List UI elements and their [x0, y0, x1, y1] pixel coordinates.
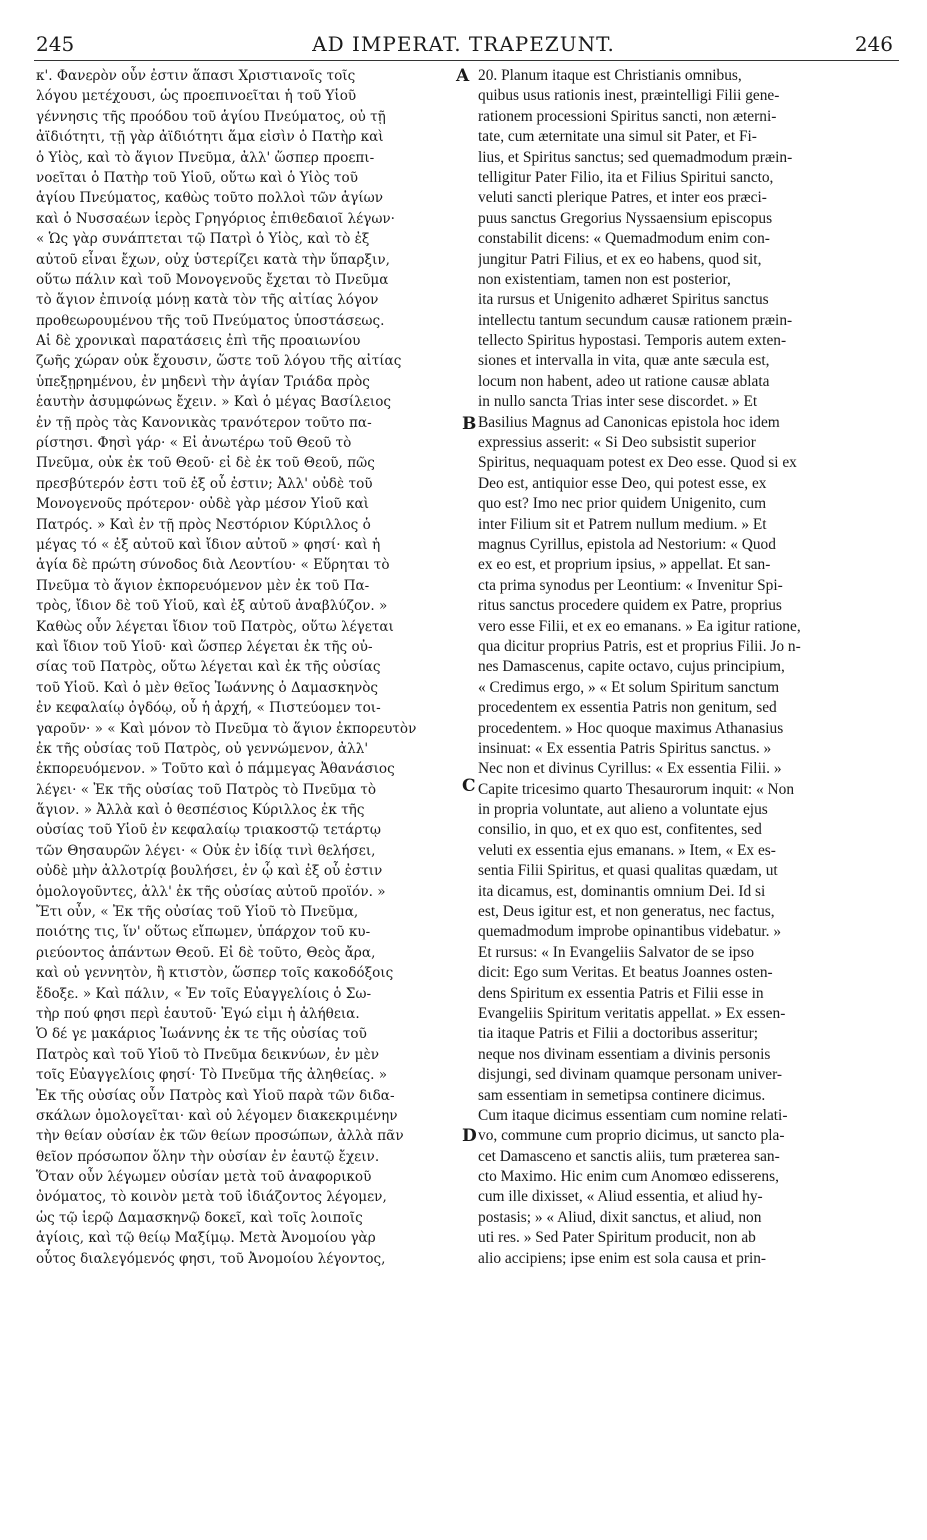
latin-text-line: inter Filium sit et Patrem nullum medium. » Et [478, 515, 767, 533]
greek-text-line: ἐκ τῆς οὐσίας τοῦ Πατρὸς, οὐ γεννώμενον, ἀλλ' [36, 740, 369, 757]
latin-text-line: ita dicamus, est, dominantis omnium Dei. Id si [478, 882, 766, 900]
latin-text-line: tia itaque Patris et Filii a doctoribus asseritur; [478, 1025, 758, 1043]
greek-text-line: τῶν Θησαυρῶν λέγει· « Οὐκ ἐν ἰδίᾳ τινὶ θελήσει, [36, 842, 376, 859]
greek-text-line: ἀϊδιότητι, τῇ γὰρ ἀϊδιότητι ἅμα εἰσὶν ὁ Πατὴρ καὶ [36, 129, 384, 146]
greek-text-line: αὐτοῦ εἶναι ἔχων, οὐχ ὑστερίζει κατὰ τὴν ὕπαρξιν, [36, 251, 390, 268]
greek-text-line: τρὸς, ἴδιον δὲ τοῦ Υἱοῦ, καὶ ἐξ αὐτοῦ ἀναβλύζον. » [36, 598, 388, 615]
latin-text-line: neque nos divinam essentiam a divinis personis [478, 1045, 771, 1063]
greek-text-line: τὴν θείαν οὐσίαν ἐκ τῶν θείων προσώπων, ἀλλὰ πᾶν [36, 1128, 404, 1145]
latin-text-line: Et rursus: « In Evangeliis Salvator de se ipso [478, 943, 755, 961]
greek-text-line: ὁμολογοῦντες, ἀλλ' ἐκ τῆς οὐσίας αὐτοῦ προϊόν. » [36, 883, 386, 900]
latin-text-line: magnus Cyrillus, epistola ad Nestorium: « Quod [478, 535, 776, 553]
latin-text-line: jungitur Patri Filius, et ex eo habens, quod sit, [478, 250, 762, 268]
latin-text-line: ita rursus et Unigenito adhæret Spiritus sanctus [478, 291, 769, 309]
greek-text-line: κ'. Φανερὸν οὖν ἐστιν ἅπασι Χριστιανοῖς τοῖς [36, 68, 356, 84]
greek-text-line: προθεωρουμένου τῆς τοῦ Πνεύματος ὑποστάσεως. [36, 312, 385, 329]
greek-text-line: Πατρός. » Καὶ ἐν τῇ πρὸς Νεστόριον Κύριλλος ὁ [36, 516, 371, 533]
latin-text-line: cta prima synodus per Leontium: « Invenitur Spi- [478, 576, 783, 594]
greek-text-line: λέγει· « Ἐκ τῆς οὐσίας τοῦ Πατρὸς τὸ Πνεῦμα τὸ [36, 781, 377, 798]
greek-text-line: ἐν κεφαλαίῳ ὀγδόῳ, οὗ ἡ ἀρχή, « Πιστεύομεν τοι- [36, 700, 381, 717]
latin-text-line: lius, et Spiritus sanctus; sed quemadmodum præin- [478, 148, 793, 166]
greek-text-line: ποιότης τις, ἵν' οὕτως εἴπωμεν, ὑπάρχον τοῦ κυ- [36, 924, 371, 941]
section-marker-c: C [462, 776, 476, 796]
latin-text-line: « Credimus ergo, » « Et solum Spiritum sanctum [478, 678, 780, 696]
latin-text-line: tellecto Spiritus hypostasi. Temporis autem exten- [478, 332, 787, 350]
greek-text-line: Ὅταν οὖν λέγωμεν οὐσίαν μετὰ τοῦ ἀναφορικοῦ [36, 1169, 372, 1186]
greek-text-line: ἑαυτὴν ἀσυμφώνως ἔχειν. » Καὶ ὁ μέγας Βασίλειος [36, 394, 392, 411]
greek-text-line: γέννησις τῆς προόδου τοῦ ἁγίου Πνεύματος, οὐ τῇ [36, 108, 386, 125]
section-marker-b: B [462, 414, 477, 434]
greek-text-line: ὑπεξῃρημένου, ἐν μηδενὶ τὴν ἁγίαν Τριάδα πρὸς [36, 373, 370, 390]
greek-text-line: σίας τοῦ Πατρὸς, οὕτω λέγεται καὶ ἐκ τῆς οὐσίας [36, 659, 381, 676]
latin-text-line: in nullo sancta Trias inter sese discordet. » Et [478, 393, 758, 411]
latin-text-line: ex eo est, et proprium ipsius, » appellat. Et san- [478, 556, 771, 574]
latin-text-line: Evangeliis Spiritum veritatis appellat. » Ex essen- [478, 1004, 786, 1022]
greek-text-line: καὶ ἴδιον τοῦ Υἱοῦ· καὶ ὥσπερ λέγεται ἐκ τῆς οὐ- [36, 638, 373, 655]
greek-text-line: Μονογενοῦς πρότερον· οὐδὲ γὰρ μέσον Υἱοῦ καὶ [36, 496, 369, 513]
greek-text-line: οὕτω πάλιν καὶ τοῦ Μονογενοῦς ἔχεται τὸ Πνεῦμα [36, 271, 389, 288]
latin-text-line: alio accipiens; ipse enim est sola causa et prin- [478, 1249, 767, 1267]
greek-text-line: Ἐκ τῆς οὐσίας οὖν Πατρὸς καὶ Υἱοῦ παρὰ τῶν διδα- [36, 1087, 395, 1104]
latin-text-line: tate, cum æternitate una simul sit Pater, et Fi- [478, 128, 757, 146]
latin-text-line: veluti sancti plerique Patres, et inter eos præci- [478, 189, 767, 207]
greek-text-line: Καθὼς οὖν λέγεται ἴδιον τοῦ Πατρὸς, οὕτω λέγεται [36, 618, 394, 635]
greek-text-line: σκάλων ὁμολογεῖται· καὶ οὐ λέγομεν διακεκριμένην [36, 1107, 398, 1124]
latin-text-line: qua dicitur proprius Patris, est et proprius Filii. Jo n- [478, 637, 801, 655]
latin-text-line: locum non habent, adeo ut ratione causæ ablata [478, 372, 770, 390]
latin-text-line: postasis; » « Aliud, dixit sanctus, et aliud, non [478, 1208, 762, 1226]
greek-text-line: Πνεῦμα τὸ ἅγιον ἐκπορευόμενον μὲν ἐκ τοῦ Πα- [36, 577, 370, 594]
greek-text-line: ἁγία δὲ πρώτη σύνοδος διὰ Λεοντίου· « Εὕρηται τὸ [36, 557, 390, 574]
latin-text-line: cto Maximo. Hic enim cum Anomœo edisserens, [478, 1168, 779, 1186]
greek-text-line: οὐδὲ μὴν ἀλλοτρίᾳ βουλήσει, ἐν ᾧ καὶ ἐξ οὗ ἐστιν [36, 863, 383, 880]
greek-text-line: ὡς τῷ ἱερῷ Δαμασκηνῷ δοκεῖ, καὶ τοῖς λοιποῖς [36, 1209, 363, 1226]
latin-text-line: cum ille dixisset, « Aliud essentia, et aliud hy- [478, 1188, 763, 1206]
greek-text-line: καὶ οὐ γεννητὸν, ἢ κτιστὸν, ὥσπερ τοῖς κακοδόξοις [36, 965, 394, 982]
latin-text-line: non existentiam, tamen non est posterior, [478, 270, 731, 288]
latin-text-line: quibus usus rationis inest, præintelligi Filii gene- [478, 87, 780, 105]
greek-text-line: ἅγιον. » Ἀλλὰ καὶ ὁ θεσπέσιος Κύριλλος ἐκ τῆς [36, 802, 365, 819]
greek-text-line: τὸ ἅγιον ἐπινοίᾳ μόνῃ κατὰ τὸν τῆς αἰτίας λόγον [36, 292, 379, 309]
greek-text-line: πρεσβύτερόν ἐστι τοῦ ἐξ οὗ ἐστιν; Ἀλλ' οὐδὲ τοῦ [36, 475, 373, 492]
latin-text-line: uti res. » Sed Pater Spiritum producit, non ab [478, 1229, 756, 1247]
latin-text-line: vo, commune cum proprio dicimus, ut sancto pla- [478, 1127, 785, 1145]
page-header [0, 30, 927, 60]
latin-column [478, 66, 896, 1506]
greek-text-line: Αἱ δὲ χρονικαὶ παρατάσεις ἐπὶ τῆς προαιωνίου [36, 333, 361, 350]
greek-text-line: ἁγίοις, καὶ τῷ θείῳ Μαξίμῳ. Μετὰ Ἀνομοίου γὰρ [36, 1230, 376, 1247]
greek-text-line: ἔδοξε. » Καὶ πάλιν, « Ἐν τοῖς Εὐαγγελίοις ὁ Σω- [36, 985, 372, 1002]
latin-text-line: intellectu tantum secundum causæ rationem præin- [478, 311, 793, 329]
latin-text-line: vero esse Filii, et ex eo emanans. » Ea igitur ratione, [478, 617, 801, 635]
greek-text-line: νοεῖται ὁ Πατὴρ τοῦ Υἱοῦ, οὕτω καὶ ὁ Υἱὸς τοῦ [36, 169, 358, 186]
latin-text-line: disjungi, sed divinam quamque personam univer- [478, 1066, 783, 1084]
latin-text-line: insinuat: « Ex essentia Patris Spiritus sanctus. » [478, 739, 772, 757]
greek-text-line: Ὁ δέ γε μακάριος Ἰωάννης ἐκ τε τῆς οὐσίας τοῦ [36, 1026, 367, 1043]
latin-text-line: nes Damascenus, capite octavo, cujus principium, [478, 658, 785, 676]
greek-text-line: γαροῦν· » « Καὶ μόνον τὸ Πνεῦμα τὸ ἅγιον ἐκπορευτὸν [36, 720, 417, 737]
greek-text-line: ὁ Υἱὸς, καὶ τὸ ἅγιον Πνεῦμα, ἀλλ' ὥσπερ προεπι- [36, 149, 375, 166]
greek-column [36, 66, 456, 1506]
header-rule [34, 60, 899, 61]
latin-text-line: Cum itaque dicimus essentiam cum nomine relati- [478, 1106, 788, 1124]
latin-text-line: consilio, in quo, et ex quo est, confitentes, sed [478, 821, 762, 839]
latin-text-line: telligitur Pater Filio, ita et Filius Spiritui sancto, [478, 168, 774, 186]
latin-text-line: Capite tricesimo quarto Thesaurorum inquit: « Non [478, 780, 795, 798]
latin-text-line: quemadmodum improbe opinantibus videbatur. » [478, 923, 782, 941]
latin-text-line: siones et intervalla in vita, quæ ante sæcula est, [478, 352, 770, 370]
greek-text-line: ριεύοντος ἁπάντων Θεοῦ. Εἰ δὲ τοῦτο, Θεὸς ἄρα, [36, 944, 376, 961]
page-number-right: 246 [854, 32, 893, 56]
latin-text-line: procedentem. » Hoc quoque maximus Athanasius [478, 719, 784, 737]
greek-text-line: Πατρὸς καὶ τοῦ Υἱοῦ τὸ Πνεῦμα δεικνύων, ἐν μὲν [36, 1046, 379, 1063]
latin-text-line: Deo est, antiquior esse Deo, qui potest esse, ex [478, 474, 767, 492]
greek-text-line: « Ὡς γὰρ συνάπτεται τῷ Πατρὶ ὁ Υἱὸς, καὶ τὸ ἐξ [36, 231, 370, 248]
section-marker-d: D [462, 1126, 477, 1146]
latin-text-line: dicit: Ego sum Veritas. Et beatus Joannes osten- [478, 964, 773, 982]
greek-text-line: ἁγίου Πνεύματος, καθὼς τοῦτο πολλοὶ τῶν ἁγίων [36, 190, 384, 207]
latin-text-line: veluti ex essentia ejus emanans. » Item, « Ex es- [478, 841, 776, 859]
greek-text-line: μέγας τό « ἐξ αὐτοῦ καὶ ἴδιον αὐτοῦ » φησί· καὶ ἡ [36, 536, 381, 553]
latin-text-line: ritus sanctus procedere quidem ex Patre, proprius [478, 597, 782, 615]
page-number-left: 245 [36, 32, 75, 56]
greek-text-line: Ἔτι οὖν, « Ἐκ τῆς οὐσίας τοῦ Υἱοῦ τὸ Πνεῦμα, [36, 904, 359, 921]
greek-text-line: ζωῆς χώραν οὐκ ἔχουσιν, ὥστε τοῦ λόγου τῆς αἰτίας [36, 353, 402, 370]
greek-text-line: τοῖς Εὐαγγελίοις φησί· Τὸ Πνεῦμα τῆς ἀληθείας. » [36, 1067, 388, 1084]
latin-text-line: sentia Filii Spiritus, et quasi qualitas quædam, ut [478, 862, 778, 880]
greek-text-line: ὀνόματος, τὸ κοινὸν μετὰ τοῦ ἰδιάζοντος λέγομεν, [36, 1189, 387, 1206]
latin-text-line: in propria voluntate, aut alieno a voluntate ejus [478, 801, 768, 819]
greek-text-line: ρίστησι. Φησὶ γάρ· « Εἰ ἀνωτέρω τοῦ Θεοῦ τὸ [36, 435, 352, 452]
greek-text-line: λόγου μετέχουσι, ὡς προεπινοεῖται ἡ τοῦ Υἱοῦ [36, 88, 357, 105]
latin-text-line: rationem processioni Spiritus sancti, non æterni- [478, 107, 777, 125]
section-marker-a: A [456, 66, 470, 86]
latin-text-line: procedentem ex essentia Patris non genitum, sed [478, 699, 777, 717]
greek-text-line: Πνεῦμα, οὐκ ἐκ τοῦ Θεοῦ· εἰ δὲ ἐκ τοῦ Θεοῦ, πῶς [36, 455, 375, 472]
greek-text-line: οὗτος διαλεγόμενός φησι, τοῦ Ἀνομοίου λέγοντος, [36, 1250, 386, 1267]
latin-text-line: Basilius Magnus ad Canonicas epistola hoc idem [478, 413, 780, 431]
greek-text-line: ἐν τῇ πρὸς τὰς Κανονικὰς τρανότερον τοῦτο πα- [36, 414, 372, 431]
latin-text-line: cet Damasceno et sanctis aliis, tum præterea san- [478, 1147, 780, 1165]
running-title: AD IMPERAT. TRAPEZUNT. [312, 32, 615, 56]
latin-text-line: Spiritus, nequaquam potest ex Deo esse. Quod si ex [478, 454, 797, 472]
latin-text-line: puus sanctus Gregorius Nyssaensium episcopus [478, 209, 773, 227]
latin-text-line: est, Deus igitur est, et non generatus, nec factus, [478, 903, 775, 921]
greek-text-line: θεῖον πρόσωπον ὅλην τὴν οὐσίαν ἐν ἑαυτῷ ἔχειν. [36, 1148, 380, 1165]
greek-text-line: ἐκπορευόμενον. » Τοῦτο καὶ ὁ πάμμεγας Ἀθανάσιος [36, 761, 395, 778]
greek-text-line: τὴρ πού φησι περὶ ἑαυτοῦ· Ἐγώ εἰμι ἡ ἀλήθεια. [36, 1005, 360, 1022]
greek-text-line: τοῦ Υἱοῦ. Καὶ ὁ μὲν θεῖος Ἰωάννης ὁ Δαμασκηνὸς [36, 679, 379, 696]
latin-text-line: Nec non et divinus Cyrillus: « Ex essentia Filii. » [478, 760, 782, 778]
latin-text-line: dens Spiritum ex essentia Patris et Filii esse in [478, 984, 764, 1002]
latin-text-line: 20. Planum itaque est Christianis omnibus, [478, 67, 742, 84]
greek-text-line: καὶ ὁ Νυσσαέων ἱερὸς Γρηγόριος ἐπιθεδαιοῖ λέγων· [36, 210, 396, 227]
latin-text-line: expressius asserit: « Si Deo subsistit superior [478, 434, 756, 452]
latin-text-line: sam essentiam in semetipsa continere dicimus. [478, 1086, 766, 1104]
latin-text-line: constabilit dicens: « Quemadmodum enim con- [478, 230, 770, 248]
greek-text-line: οὐσίας τοῦ Υἱοῦ ἐν κεφαλαίῳ τριακοστῷ τετάρτῳ [36, 822, 381, 839]
latin-text-line: quo est? Imo nec prior quidem Unigenito, cum [478, 495, 767, 513]
